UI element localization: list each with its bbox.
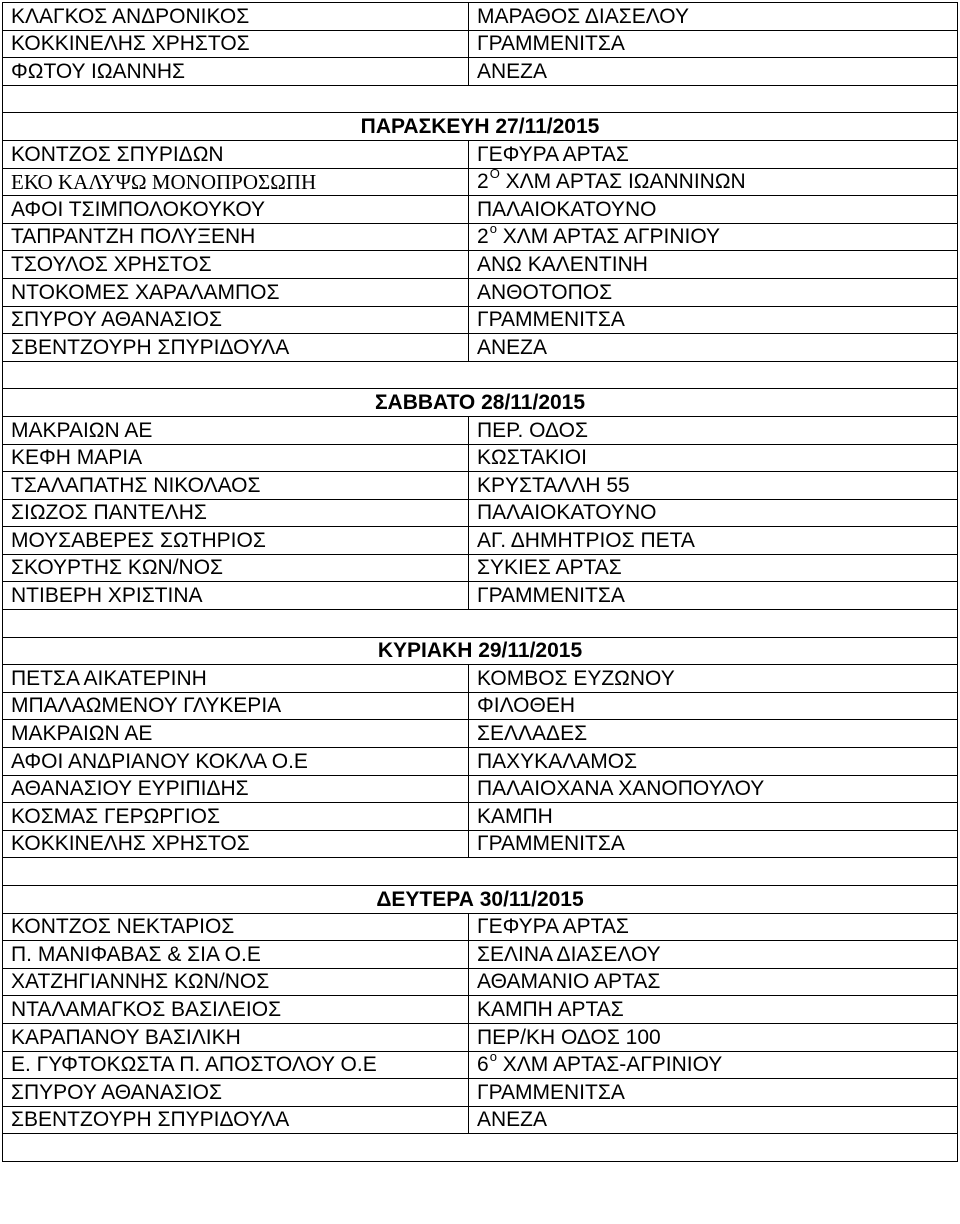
location-rest: ΧΛΜ ΑΡΤΑΣ ΙΩΑΝΝΙΝΩΝ — [499, 170, 746, 194]
schedule-row — [3, 913, 958, 941]
pharmacy-location: ΚΑΜΠΗ ΑΡΤΑΣ — [469, 996, 958, 1024]
ordinal-suffix: ο — [489, 1051, 497, 1065]
ordinal-suffix: Ο — [489, 168, 500, 182]
pharmacy-name: ΚΟΣΜΑΣ ΓΕΡΩΡΓΙΟΣ — [3, 803, 469, 831]
pharmacy-name: ΠΕΤΣΑ ΑΙΚΑΤΕΡΙΝΗ — [3, 665, 469, 693]
pharmacy-location: ΠΕΡ/ΚΗ ΟΔΟΣ 100 — [469, 1023, 958, 1051]
pharmacy-duty-schedule — [2, 2, 957, 1162]
pharmacy-name: ΚΟΝΤΖΟΣ ΣΠΥΡΙΔΩΝ — [3, 140, 469, 168]
pharmacy-name: ΝΤΙΒΕΡΗ ΧΡΙΣΤΙΝΑ — [3, 582, 469, 610]
pharmacy-name: ΣΠΥΡΟΥ ΑΘΑΝΑΣΙΟΣ — [3, 306, 469, 334]
pharmacy-name: ΑΘΑΝΑΣΙΟΥ ΕΥΡΙΠΙΔΗΣ — [3, 775, 469, 803]
schedule-row — [3, 1051, 958, 1079]
schedule-row — [3, 58, 958, 86]
pharmacy-name: ΚΕΦΗ ΜΑΡΙΑ — [3, 444, 469, 472]
pharmacy-location — [469, 223, 958, 251]
pharmacy-name: ΧΑΤΖΗΓΙΑΝΝΗΣ ΚΩΝ/ΝΟΣ — [3, 968, 469, 996]
pharmacy-location: ΑΓ. ΔΗΜΗΤΡΙΟΣ ΠΕΤΑ — [469, 527, 958, 555]
pharmacy-name: ΣΚΟΥΡΤΗΣ ΚΩΝ/ΝΟΣ — [3, 554, 469, 582]
pharmacy-name: ΤΑΠΡΑΝΤΖΗ ΠΟΛΥΞΕΝΗ — [3, 223, 469, 251]
pharmacy-name: ΣΒΕΝΤΖΟΥΡΗ ΣΠΥΡΙΔΟΥΛΑ — [3, 334, 469, 362]
schedule-row — [3, 140, 958, 168]
location-number: 2 — [477, 225, 489, 249]
schedule-row — [3, 554, 958, 582]
schedule-row — [3, 996, 958, 1024]
schedule-row — [3, 748, 958, 776]
pharmacy-location — [469, 168, 958, 196]
pharmacy-name: ΚΛΑΓΚΟΣ ΑΝΔΡΟΝΙΚΟΣ — [3, 3, 469, 31]
pharmacy-name: Ε. ΓΥΦΤΟΚΩΣΤΑ Π. ΑΠΟΣΤΟΛΟΥ Ο.Ε — [3, 1051, 469, 1079]
pharmacy-location: ΠΕΡ. ΟΔΟΣ — [469, 416, 958, 444]
schedule-row — [3, 1079, 958, 1107]
schedule-row — [3, 665, 958, 693]
schedule-row — [3, 775, 958, 803]
location-rest: ΧΛΜ ΑΡΤΑΣ-ΑΓΡΙΝΙΟΥ — [496, 1053, 723, 1077]
pharmacy-name: ΝΤΑΛΑΜΑΓΚΟΣ ΒΑΣΙΛΕΙΟΣ — [3, 996, 469, 1024]
pharmacy-location: ΚΡΥΣΤΑΛΛΗ 55 — [469, 472, 958, 500]
schedule-row — [3, 334, 958, 362]
pharmacy-name: ΑΦΟΙ ΤΣΙΜΠΟΛΟΚΟΥΚΟΥ — [3, 196, 469, 224]
pharmacy-name: ΣΒΕΝΤΖΟΥΡΗ ΣΠΥΡΙΔΟΥΛΑ — [3, 1106, 469, 1134]
pharmacy-location: ΓΡΑΜΜΕΝΙΤΣΑ — [469, 30, 958, 58]
schedule-row — [3, 196, 958, 224]
pharmacy-name: Π. ΜΑΝΙΦΑΒΑΣ & ΣΙΑ Ο.Ε — [3, 941, 469, 969]
schedule-row — [3, 582, 958, 610]
location-number: 2 — [477, 170, 489, 194]
location-rest: ΧΛΜ ΑΡΤΑΣ ΑΓΡΙΝΙΟΥ — [496, 225, 720, 249]
schedule-table — [2, 2, 958, 1162]
pharmacy-location: ΣΕΛΛΑΔΕΣ — [469, 720, 958, 748]
pharmacy-location: ΑΘΑΜΑΝΙΟ ΑΡΤΑΣ — [469, 968, 958, 996]
pharmacy-name: ΤΣΑΛΑΠΑΤΗΣ ΝΙΚΟΛΑΟΣ — [3, 472, 469, 500]
schedule-row — [3, 223, 958, 251]
pharmacy-location: ΓΡΑΜΜΕΝΙΤΣΑ — [469, 582, 958, 610]
pharmacy-location — [469, 1051, 958, 1079]
pharmacy-name: ΑΦΟΙ ΑΝΔΡΙΑΝΟΥ ΚΟΚΛΑ Ο.Ε — [3, 748, 469, 776]
schedule-row — [3, 527, 958, 555]
day-header-row — [3, 389, 958, 417]
pharmacy-name: ΜΑΚΡΑΙΩΝ ΑΕ — [3, 720, 469, 748]
pharmacy-location: ΜΑΡΑΘΟΣ ΔΙΑΣΕΛΟΥ — [469, 3, 958, 31]
pharmacy-location: ΚΩΣΤΑΚΙΟΙ — [469, 444, 958, 472]
blank-row — [3, 85, 958, 113]
schedule-row — [3, 1023, 958, 1051]
pharmacy-name: ΚΟΚΚΙΝΕΛΗΣ ΧΡΗΣΤΟΣ — [3, 830, 469, 858]
blank-row — [3, 1134, 958, 1162]
pharmacy-location: ΠΑΛΑΙΟΚΑΤΟΥΝΟ — [469, 499, 958, 527]
pharmacy-location: ΓΡΑΜΜΕΝΙΤΣΑ — [469, 306, 958, 334]
pharmacy-name: ΣΙΩΖΟΣ ΠΑΝΤΕΛΗΣ — [3, 499, 469, 527]
pharmacy-location: ΓΡΑΜΜΕΝΙΤΣΑ — [469, 1079, 958, 1107]
pharmacy-name: ΝΤΟΚΟΜΕΣ ΧΑΡΑΛΑΜΠΟΣ — [3, 278, 469, 306]
pharmacy-location: ΑΝΩ ΚΑΛΕΝΤΙΝΗ — [469, 251, 958, 279]
schedule-row — [3, 444, 958, 472]
pharmacy-location: ΓΕΦΥΡΑ ΑΡΤΑΣ — [469, 140, 958, 168]
pharmacy-name: ΤΣΟΥΛΟΣ ΧΡΗΣΤΟΣ — [3, 251, 469, 279]
day-header-row — [3, 113, 958, 141]
day-header-row — [3, 637, 958, 665]
schedule-row — [3, 941, 958, 969]
day-header: ΚΥΡΙΑΚΗ 29/11/2015 — [3, 637, 958, 665]
blank-cell — [3, 610, 958, 638]
pharmacy-name: ΜΑΚΡΑΙΩΝ ΑΕ — [3, 416, 469, 444]
pharmacy-location: ΦΙΛΟΘΕΗ — [469, 692, 958, 720]
blank-row — [3, 610, 958, 638]
schedule-row — [3, 416, 958, 444]
schedule-row — [3, 720, 958, 748]
pharmacy-location: ΑΝΕΖΑ — [469, 1106, 958, 1134]
location-number: 6 — [477, 1053, 489, 1077]
pharmacy-location: ΑΝΕΖΑ — [469, 334, 958, 362]
schedule-row — [3, 1106, 958, 1134]
pharmacy-location: ΑΝΕΖΑ — [469, 58, 958, 86]
day-header: ΠΑΡΑΣΚΕΥΗ 27/11/2015 — [3, 113, 958, 141]
schedule-row — [3, 168, 958, 196]
pharmacy-name: ΜΠΑΛΑΩΜΕΝΟΥ ΓΛΥΚΕΡΙΑ — [3, 692, 469, 720]
blank-cell — [3, 85, 958, 113]
schedule-row — [3, 251, 958, 279]
pharmacy-name: ΜΟΥΣΑΒΕΡΕΣ ΣΩΤΗΡΙΟΣ — [3, 527, 469, 555]
schedule-row — [3, 30, 958, 58]
blank-cell — [3, 361, 958, 389]
pharmacy-location: ΠΑΛΑΙΟΧΑΝΑ ΧΑΝΟΠΟΥΛΟΥ — [469, 775, 958, 803]
day-header: ΣΑΒΒΑΤΟ 28/11/2015 — [3, 389, 958, 417]
pharmacy-location: ΚΑΜΠΗ — [469, 803, 958, 831]
blank-row — [3, 361, 958, 389]
blank-cell — [3, 1134, 958, 1162]
ordinal-suffix: ο — [489, 223, 497, 237]
blank-row — [3, 858, 958, 886]
pharmacy-location: ΣΕΛΙΝΑ ΔΙΑΣΕΛΟΥ — [469, 941, 958, 969]
schedule-row — [3, 803, 958, 831]
pharmacy-location: ΓΡΑΜΜΕΝΙΤΣΑ — [469, 830, 958, 858]
schedule-row — [3, 278, 958, 306]
schedule-row — [3, 968, 958, 996]
schedule-row — [3, 499, 958, 527]
pharmacy-location: ΠΑΧΥΚΑΛΑΜΟΣ — [469, 748, 958, 776]
schedule-row — [3, 3, 958, 31]
schedule-row — [3, 830, 958, 858]
schedule-rows — [3, 3, 958, 1162]
pharmacy-location: ΓΕΦΥΡΑ ΑΡΤΑΣ — [469, 913, 958, 941]
schedule-row — [3, 306, 958, 334]
pharmacy-name: ΚΑΡΑΠΑΝΟΥ ΒΑΣΙΛΙΚΗ — [3, 1023, 469, 1051]
pharmacy-location: ΑΝΘΟΤΟΠΟΣ — [469, 278, 958, 306]
pharmacy-name: ΚΟΚΚΙΝΕΛΗΣ ΧΡΗΣΤΟΣ — [3, 30, 469, 58]
pharmacy-name: ΚΟΝΤΖΟΣ ΝΕΚΤΑΡΙΟΣ — [3, 913, 469, 941]
schedule-row — [3, 692, 958, 720]
pharmacy-name: ΕΚΟ ΚΑΛΥΨΩ ΜΟΝΟΠΡΟΣΩΠΗ — [3, 168, 469, 196]
day-header-row — [3, 886, 958, 914]
pharmacy-name: ΣΠΥΡΟΥ ΑΘΑΝΑΣΙΟΣ — [3, 1079, 469, 1107]
pharmacy-location: ΠΑΛΑΙΟΚΑΤΟΥΝΟ — [469, 196, 958, 224]
pharmacy-location: ΣΥΚΙΕΣ ΑΡΤΑΣ — [469, 554, 958, 582]
schedule-row — [3, 472, 958, 500]
pharmacy-name: ΦΩΤΟΥ ΙΩΑΝΝΗΣ — [3, 58, 469, 86]
day-header: ΔΕΥΤΕΡΑ 30/11/2015 — [3, 886, 958, 914]
pharmacy-location: ΚΟΜΒΟΣ ΕΥΖΩΝΟΥ — [469, 665, 958, 693]
blank-cell — [3, 858, 958, 886]
